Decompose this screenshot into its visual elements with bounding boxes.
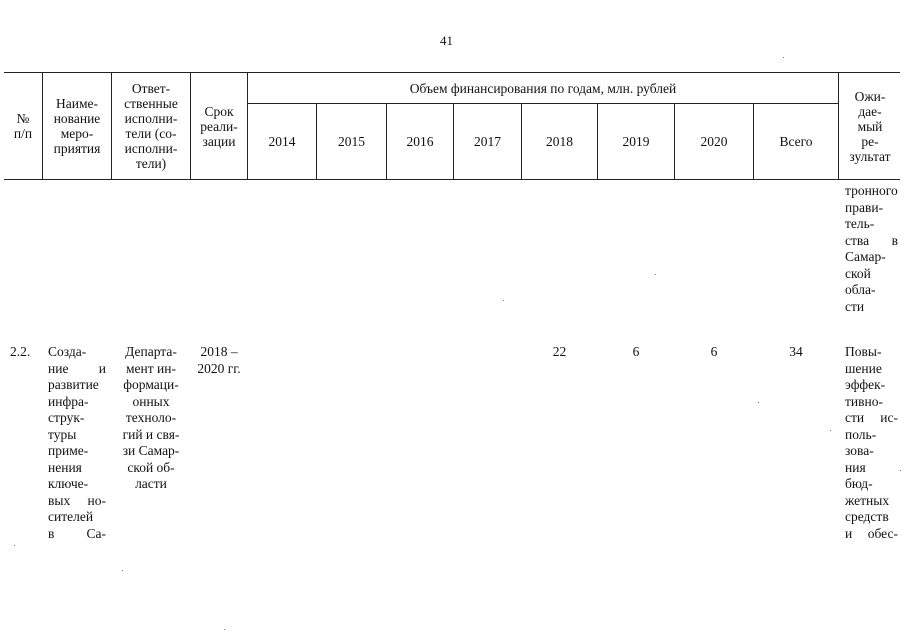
text-line: поль- xyxy=(845,426,877,442)
continued-result-text xyxy=(845,183,898,315)
text-line: и обес- xyxy=(845,525,898,541)
text-line: ние и xyxy=(48,360,106,376)
text-line: тивно- xyxy=(845,393,883,409)
text-line: жетных xyxy=(845,492,890,508)
header-year-2014: 2014 xyxy=(268,133,296,149)
text-line: вых но- xyxy=(48,492,106,508)
row-result-text xyxy=(845,344,898,542)
text-line: струк- xyxy=(48,410,85,425)
text-line: 2020 гг. xyxy=(197,360,241,376)
header-term: Срок реали- зации xyxy=(200,103,238,149)
text-line: обла- xyxy=(845,282,876,297)
text-line: сти ис- xyxy=(845,410,898,425)
text-line: формаци- xyxy=(123,377,179,392)
value-2020: 6 xyxy=(710,344,718,359)
text-line: нения xyxy=(48,459,82,475)
header-financing-title: Объем финансирования по годам, млн. рублей xyxy=(409,80,677,96)
header-number: № п/п xyxy=(13,111,33,141)
text-line: Повы- xyxy=(845,344,882,359)
header-year-2019: 2019 xyxy=(622,133,650,149)
text-line: ской xyxy=(845,265,871,281)
text-line: прави- xyxy=(845,199,884,215)
text-line: мент ин- xyxy=(126,360,176,376)
text-line: сителей xyxy=(48,509,94,524)
text-line: шение xyxy=(845,360,882,376)
value-total: 34 xyxy=(789,344,803,359)
row-term-text xyxy=(192,344,246,377)
text-line: приме- xyxy=(48,443,89,458)
header-total: Всего xyxy=(779,133,813,149)
row-responsible-text xyxy=(114,344,188,493)
text-line: Созда- xyxy=(48,344,87,359)
text-line: развитие xyxy=(48,377,99,392)
value-2019: 6 xyxy=(632,344,640,359)
header-year-2018: 2018 xyxy=(546,133,573,149)
text-line: ния xyxy=(845,459,866,475)
text-line: ства в xyxy=(845,232,898,248)
text-line: зова- xyxy=(845,443,874,458)
text-line: Департа- xyxy=(125,344,177,359)
text-line: тронного xyxy=(845,183,898,198)
row-number: 2.2. xyxy=(10,344,31,359)
header-year-2017: 2017 xyxy=(474,133,501,149)
text-line: ключе- xyxy=(48,476,89,491)
text-line: онных xyxy=(132,393,170,409)
header-responsible: Ответ- ственные исполни- тели (со- исполни- тели) xyxy=(124,81,178,171)
header-year-2015: 2015 xyxy=(338,133,365,149)
text-line: туры xyxy=(48,426,77,442)
text-line: 2018 – xyxy=(200,344,238,359)
value-2018: 22 xyxy=(552,344,567,359)
header-name: Наиме- нование меро- приятия xyxy=(53,96,101,156)
text-line: сти xyxy=(845,298,865,314)
text-line: техноло- xyxy=(125,410,177,425)
text-line: инфра- xyxy=(48,393,89,409)
text-line: средств xyxy=(845,509,889,524)
text-line: в Са- xyxy=(48,525,106,541)
header-year-2020: 2020 xyxy=(700,133,728,149)
text-line: бюд- xyxy=(845,476,873,491)
page-number: 41 xyxy=(440,33,453,48)
text-line: эффек- xyxy=(845,377,886,392)
text-line: гий и свя- xyxy=(122,426,180,442)
row-name-text xyxy=(48,344,106,542)
text-line: ской об- xyxy=(127,459,175,475)
text-line: тель- xyxy=(845,216,875,231)
text-line: Самар- xyxy=(845,249,886,264)
header-year-2016: 2016 xyxy=(406,133,434,149)
header-result: Ожи- дае- мый ре- зультат xyxy=(849,88,891,164)
text-line: зи Самар- xyxy=(122,443,180,458)
text-line: ласти xyxy=(135,476,167,491)
